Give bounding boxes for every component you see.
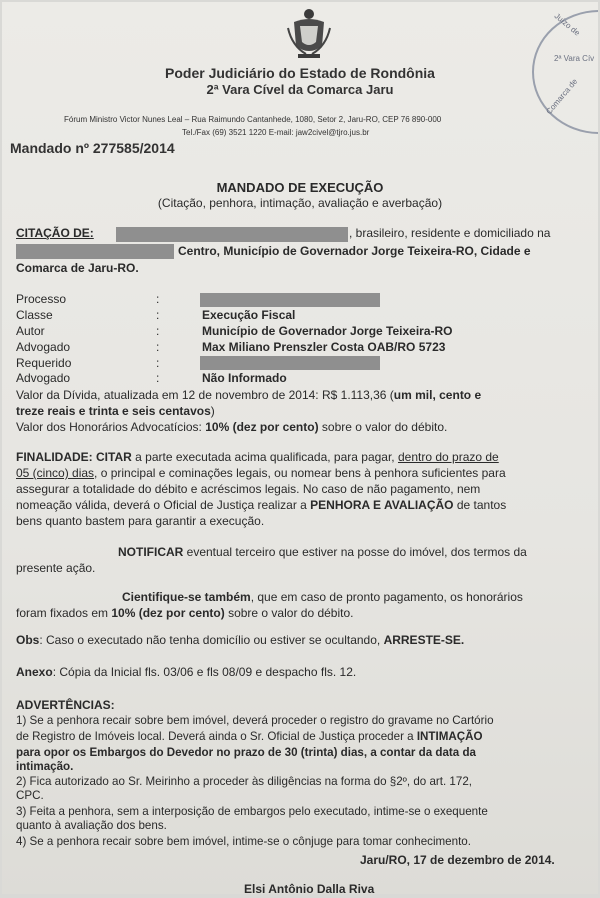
citacao-line3: Comarca de Jaru-RO.	[16, 261, 139, 275]
redacted-address	[16, 244, 174, 259]
honorarios-label: Valor dos Honorários Advocatícios:	[16, 420, 206, 434]
citacao-line2: Centro, Município de Governador Jorge Teixeira-RO, Cidade e	[178, 244, 531, 258]
court-address: Fórum Ministro Victor Nunes Leal – Rua Raimundo Cantanhede, 1080, Setor 2, Jaru-RO, CEP 76 890-000	[64, 115, 442, 124]
document-date: Jaru/RO, 17 de dezembro de 2014.	[360, 853, 555, 867]
advertencia-1-line4: intimação.	[16, 760, 74, 773]
citar-word: CITAR	[96, 450, 132, 464]
finalidade-text-4: nomeação válida, deverá o Oficial de Justiça realizar a	[16, 498, 311, 512]
document-title: MANDADO DE EXECUÇÃO	[216, 180, 384, 195]
valor-extenso-line2: treze reais e trinta e seis centavos	[16, 404, 211, 418]
advertencia-2-line1: 2) Fica autorizado ao Sr. Meirinho a proceder às diligências na forma do §2º, do art. 172,	[16, 775, 472, 788]
field-colon: :	[156, 292, 160, 306]
notificar-word: NOTIFICAR	[118, 545, 184, 559]
field-colon: :	[156, 356, 160, 370]
notificar-line2: presente ação.	[16, 561, 96, 575]
honorarios-pct: 10% (dez por cento)	[205, 420, 319, 434]
stamp-text-top: Juízo de	[552, 11, 582, 38]
finalidade-text-4b: de tantos	[453, 498, 507, 512]
anexo-text: : Cópia da Inicial fls. 03/06 e fls 08/09 e despacho fls. 12.	[52, 665, 357, 679]
finalidade-line3: assegurar a totalidade do débito e acréscimos legais. No caso de não pagamento, nem	[16, 482, 481, 496]
field-value-advogado: Max Miliano Prenszler Costa OAB/RO 5723	[202, 340, 446, 354]
cientifique-text: , que em caso de pronto pagamento, os honorários	[250, 590, 523, 604]
finalidade-line4	[16, 497, 506, 513]
court-name: Poder Judiciário do Estado de Rondônia	[165, 65, 435, 81]
valor-divida	[16, 387, 481, 403]
advertencia-1-line2	[16, 729, 483, 745]
stamp-text-mid: 2ª Vara Cív	[554, 54, 595, 63]
finalidade-text-2: , o principal e cominações legais, ou nomear bens à penhora suficientes para	[94, 466, 506, 480]
obs-line	[16, 632, 464, 648]
coat-of-arms-icon	[284, 6, 334, 60]
court-division: 2ª Vara Cível da Comarca Jaru	[206, 82, 394, 97]
advertencia-2-line2: CPC.	[16, 789, 44, 802]
valor-extenso-cont	[16, 403, 215, 419]
field-value-classe: Execução Fiscal	[202, 308, 296, 322]
advertencia-3-line2: quanto à avaliação dos bens.	[16, 819, 167, 832]
field-value-advogado-2: Não Informado	[202, 371, 287, 385]
valor-paren: )	[210, 404, 215, 418]
field-label-processo: Processo	[16, 292, 67, 306]
field-label-autor: Autor	[16, 324, 45, 338]
advertencia-1-text: de Registro de Imóveis local. Deverá ainda o Sr. Oficial de Justiça proceder a	[16, 730, 417, 743]
stamp-text-bottom: Comarca de	[544, 76, 580, 117]
advertencia-3-line1: 3) Feita a penhora, sem a interposição de embargos pelo executado, intime-se o exequente	[16, 805, 488, 818]
redacted-name	[116, 227, 348, 242]
obs-label: Obs	[16, 633, 40, 647]
finalidade-label: FINALIDADE:	[16, 450, 93, 464]
prazo-underline: dentro do prazo de	[397, 450, 499, 464]
field-label-requerido: Requerido	[16, 356, 72, 370]
citacao-label: CITAÇÃO DE:	[16, 226, 94, 240]
cientifique-line1	[122, 589, 523, 605]
finalidade-line1	[16, 449, 499, 465]
cientifique-text-2: foram fixados em	[16, 606, 112, 620]
advertencias-title: ADVERTÊNCIAS:	[16, 698, 115, 712]
anexo-label: Anexo	[16, 665, 53, 679]
valor-text: Valor da Dívida, atualizada em 12 de novembro de 2014: R$ 1.113,36 (	[16, 388, 394, 402]
cientifique-line2	[16, 605, 353, 621]
field-colon: :	[156, 340, 160, 354]
obs-text: : Caso o executado não tenha domicílio ou estiver se ocultando,	[39, 633, 384, 647]
valor-honorarios	[16, 419, 447, 435]
cientifique-tail: sobre o valor do débito.	[224, 606, 354, 620]
finalidade-line2	[16, 465, 506, 481]
mandado-number: Mandado nº 277585/2014	[10, 140, 175, 156]
cientifique-pct: 10% (dez por cento)	[111, 606, 225, 620]
advertencia-4-line1: 4) Se a penhora recair sobre bem imóvel, intime-se o cônjuge para tomar conhecimento.	[16, 835, 471, 848]
document-subtitle: (Citação, penhora, intimação, avaliação e averbação)	[157, 196, 443, 210]
document-page	[2, 2, 598, 894]
field-colon: :	[156, 324, 160, 338]
penhora-avaliacao: PENHORA E AVALIAÇÃO	[310, 498, 454, 512]
valor-extenso: um mil, cento e	[393, 388, 482, 402]
field-colon: :	[156, 371, 160, 385]
advertencia-1-line1: 1) Se a penhora recair sobre bem imóvel, deverá proceder o registro do gravame no Cartório	[16, 714, 494, 727]
citacao-line1: , brasileiro, residente e domiciliado na	[349, 226, 551, 240]
redacted-processo	[200, 293, 380, 307]
advertencia-1-line3: para opor os Embargos do Devedor no prazo de 30 (trinta) dias, a contar da data da	[16, 746, 476, 759]
honorarios-tail: sobre o valor do débito.	[318, 420, 448, 434]
field-value-autor: Município de Governador Jorge Teixeira-RO	[202, 324, 453, 338]
finalidade-text: a parte executada acima qualificada, para pagar,	[131, 450, 398, 464]
arreste-se: ARRESTE-SE.	[383, 633, 465, 647]
cientifique-word: Cientifique-se também	[122, 590, 251, 604]
notificar-text: eventual terceiro que estiver na posse do imóvel, dos termos da	[183, 545, 527, 559]
notificar-line1	[118, 544, 527, 560]
redacted-requerido	[200, 356, 380, 370]
field-label-advogado: Advogado	[16, 340, 71, 354]
finalidade-line5: bens quanto bastem para garantir a execução.	[16, 514, 265, 528]
field-label-classe: Classe	[16, 308, 53, 322]
prazo-dias: 05 (cinco) dias	[16, 466, 95, 480]
field-colon: :	[156, 308, 160, 322]
anexo-line	[16, 664, 356, 680]
signature-name: Elsi Antônio Dalla Riva	[244, 882, 375, 894]
court-contact: Tel./Fax (69) 3521 1220 E-mail: jaw2civel@tjro.jus.br	[182, 128, 370, 137]
intimacao-word: INTIMAÇÃO	[416, 730, 483, 743]
field-label-advogado-2: Advogado	[16, 371, 71, 385]
